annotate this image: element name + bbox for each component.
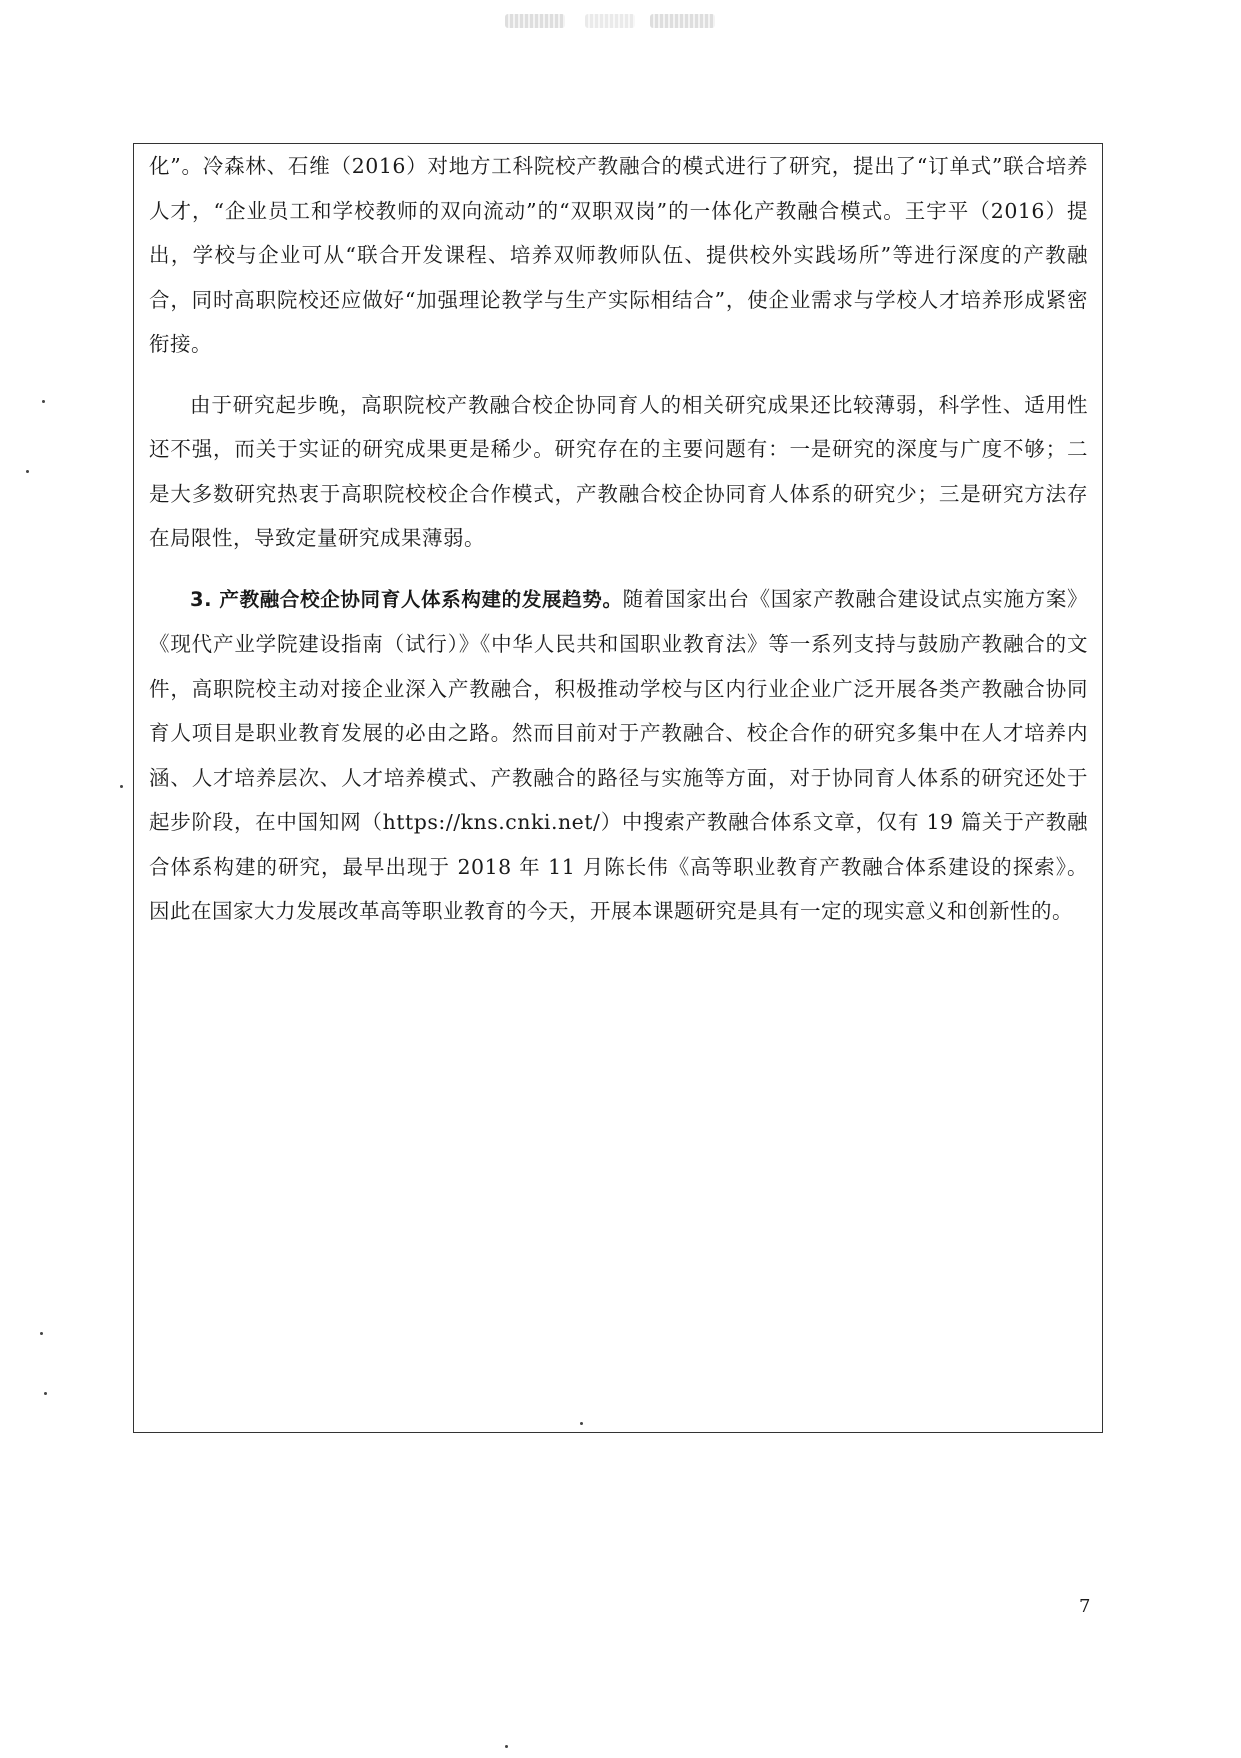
scan-speck <box>44 1392 47 1395</box>
page-number: 7 <box>1079 1596 1091 1617</box>
form-frame <box>133 143 1103 1433</box>
scan-speck <box>580 1422 583 1425</box>
scan-speck <box>120 785 123 788</box>
scan-speck <box>42 400 45 403</box>
paragraph-1: 化”。冷森林、石维（2016）对地方工科院校产教融合的模式进行了研究，提出了“订单式”联合培养人才，“企业员工和学校教师的双向流动”的“双职双岗”的一体化产教融合模式。王宇平（2016）提出，学校与企业可从“联合开发课程、培养双师教师队伍、提供校外实践场所”等进行深度的产教融合，同时高职院校还应做好“加强理论教学与生产实际相结合”，使企业需求与学校人才培养形成紧密衔接。 <box>149 154 1088 356</box>
scan-header-smudge <box>585 14 635 28</box>
scan-speck <box>505 1745 508 1748</box>
scan-speck <box>26 470 29 473</box>
paragraph-3 <box>149 577 1088 934</box>
section-3-heading: 3. 产教融合校企协同育人体系构建的发展趋势。 <box>190 587 623 611</box>
text-content <box>149 144 1088 934</box>
paragraph-2: 由于研究起步晚，高职院校产教融合校企协同育人的相关研究成果还比较薄弱，科学性、适用性还不强，而关于实证的研究成果更是稀少。研究存在的主要问题有：一是研究的深度与广度不够；二是大多数研究热衷于高职院校校企合作模式，产教融合校企协同育人体系的研究少；三是研究方法存在局限性，导致定量研究成果薄弱。 <box>149 392 1088 550</box>
scan-speck <box>40 1332 43 1335</box>
scan-header-smudge <box>505 14 565 28</box>
section-3-body: 随着国家出台《国家产教融合建设试点实施方案》《现代产业学院建设指南（试行）》《中华人民共和国职业教育法》等一系列支持与鼓励产教融合的文件，高职院校主动对接企业深入产教融合，积极推动学校与区内行业企业广泛开展各类产教融合协同育人项目是职业教育发展的必由之路。然而目前对于产教融合、校企合作的研究多集中在人才培养内涵、人才培养层次、人才培养模式、产教融合的路径与实施等方面，对于协同育人体系的研究还处于起步阶段，在中国知网（https://kns.cnki.net/）中搜索产教融合体系文章，仅有 19 篇关于产教融合体系构建的研究，最早出现于 2018 年 11 月陈长伟《高等职业教育产教融合体系建设的探索》。因此在国家大力发展改革高等职业教育的今天，开展本课题研究是具有一定的现实意义和创新性的。 <box>149 586 1089 923</box>
scan-header-smudge <box>650 14 715 28</box>
